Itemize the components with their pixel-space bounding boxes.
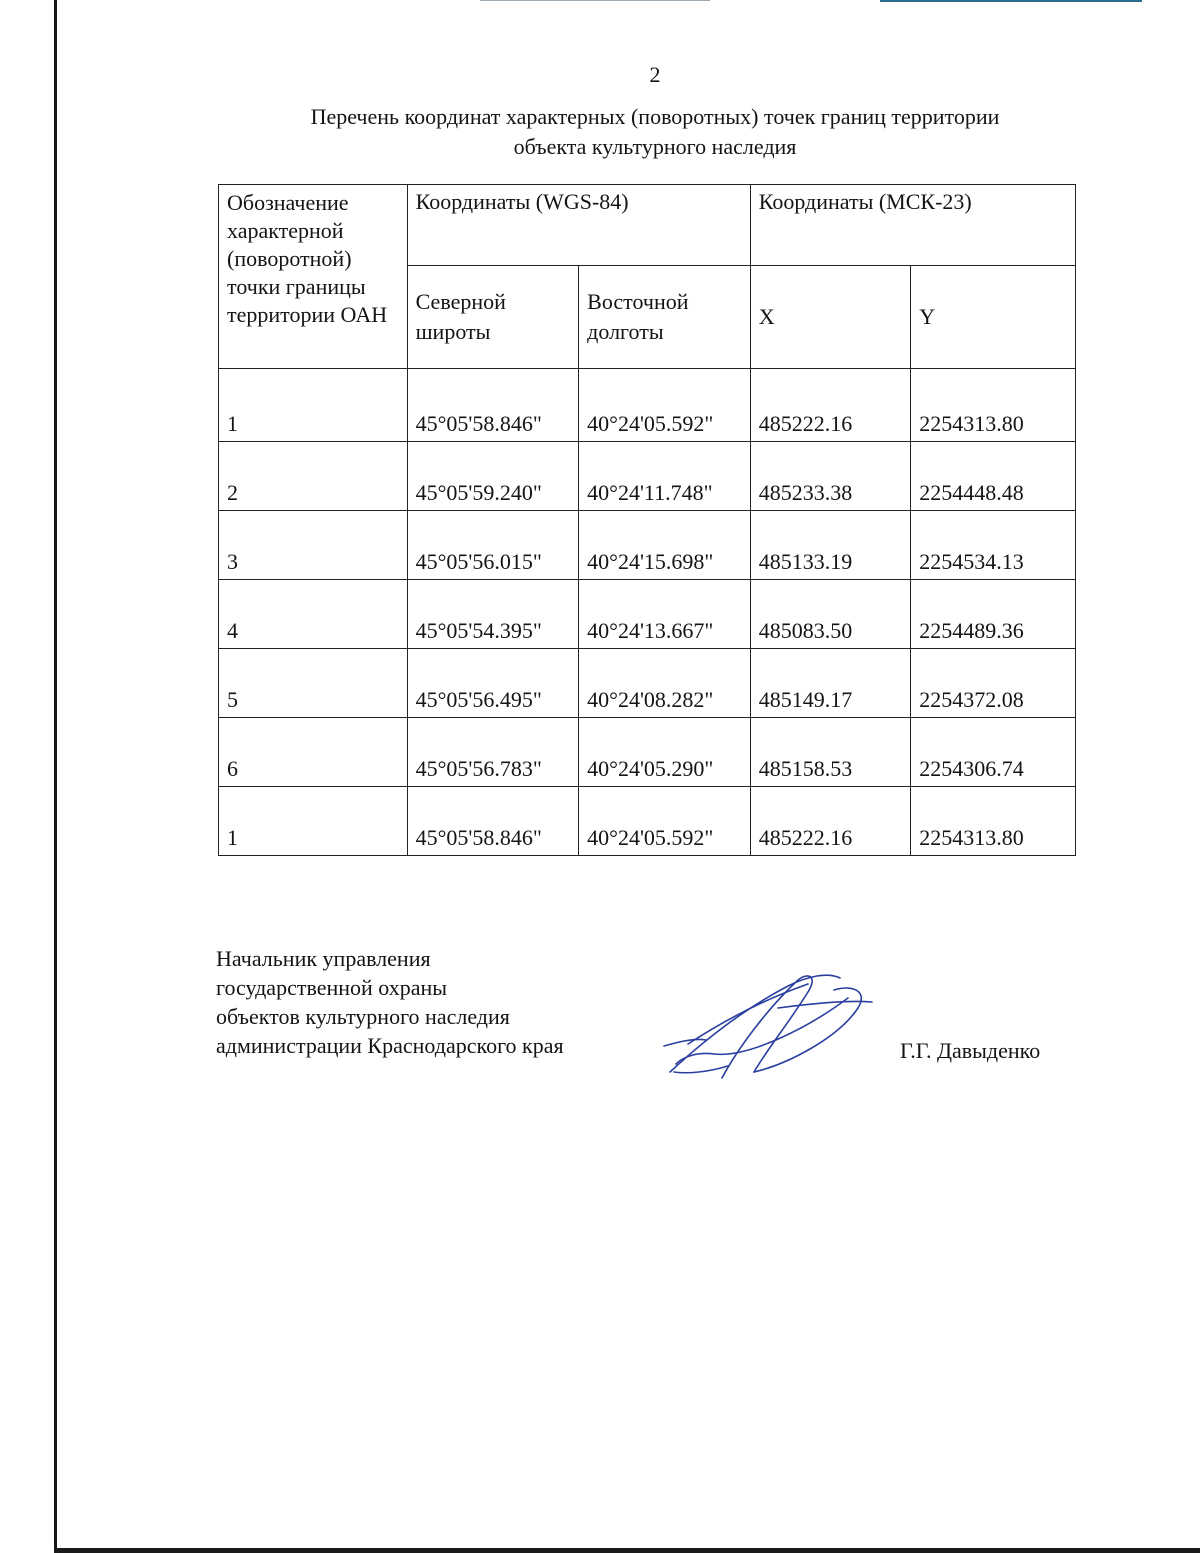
cell-longitude: 40°24'08.282" [579, 649, 751, 718]
cell-latitude: 45°05'56.783" [407, 718, 579, 787]
cell-point: 1 [219, 369, 408, 442]
table-header-row [219, 185, 1076, 266]
cell-y: 2254448.48 [911, 442, 1076, 511]
table-row [219, 787, 1076, 856]
title-line-1: Перечень координат характерных (поворотных) точек границ территории [310, 104, 1000, 129]
page-title [240, 102, 1070, 162]
cell-longitude: 40°24'13.667" [579, 580, 751, 649]
cell-point: 1 [219, 787, 408, 856]
cell-x: 485083.50 [750, 580, 910, 649]
table-row [219, 718, 1076, 787]
table-row [219, 511, 1076, 580]
cell-latitude: 45°05'56.015" [407, 511, 579, 580]
cell-y: 2254306.74 [911, 718, 1076, 787]
scan-top-mark [880, 0, 1142, 2]
cell-latitude: 45°05'59.240" [407, 442, 579, 511]
title-line-2: объекта культурного наследия [513, 134, 797, 159]
cell-latitude: 45°05'58.846" [407, 369, 579, 442]
cell-y: 2254372.08 [911, 649, 1076, 718]
cell-y: 2254489.36 [911, 580, 1076, 649]
header-y: Y [911, 266, 1076, 369]
header-wgs84-group: Координаты (WGS-84) [407, 185, 750, 266]
cell-latitude: 45°05'56.495" [407, 649, 579, 718]
scan-top-mark [480, 0, 710, 1]
position-line-1: Начальник управления [216, 946, 431, 971]
cell-x: 485158.53 [750, 718, 910, 787]
signatory-position [216, 944, 564, 1060]
cell-longitude: 40°24'05.592" [579, 369, 751, 442]
signatory-name: Г.Г. Давыденко [900, 1038, 1041, 1063]
cell-y: 2254534.13 [911, 511, 1076, 580]
cell-y: 2254313.80 [911, 787, 1076, 856]
cell-x: 485233.38 [750, 442, 910, 511]
page-number: 2 [649, 62, 661, 87]
cell-point: 4 [219, 580, 408, 649]
header-point-designation: Обозначение характерной (поворотной) точки границы территории ОАН [219, 185, 408, 369]
table-row [219, 649, 1076, 718]
cell-longitude: 40°24'05.290" [579, 718, 751, 787]
scan-edge-left [54, 0, 57, 1553]
coordinates-table [218, 184, 1076, 856]
cell-longitude: 40°24'15.698" [579, 511, 751, 580]
scan-edge-bottom [54, 1548, 1200, 1553]
table-row [219, 369, 1076, 442]
cell-latitude: 45°05'54.395" [407, 580, 579, 649]
cell-x: 485149.17 [750, 649, 910, 718]
cell-x: 485222.16 [750, 369, 910, 442]
cell-point: 6 [219, 718, 408, 787]
cell-y: 2254313.80 [911, 369, 1076, 442]
position-line-2: государственной охраны [216, 975, 448, 1000]
header-msk23-group: Координаты (МСК-23) [750, 185, 1075, 266]
header-north-latitude: Северной широты [407, 266, 579, 369]
cell-point: 3 [219, 511, 408, 580]
cell-longitude: 40°24'11.748" [579, 442, 751, 511]
position-line-3: объектов культурного наследия [216, 1004, 510, 1029]
cell-x: 485133.19 [750, 511, 910, 580]
position-line-4: администрации Краснодарского края [216, 1033, 564, 1058]
handwritten-signature-icon [658, 968, 878, 1080]
cell-x: 485222.16 [750, 787, 910, 856]
table-row [219, 580, 1076, 649]
cell-longitude: 40°24'05.592" [579, 787, 751, 856]
header-east-longitude: Восточной долготы [579, 266, 751, 369]
table-row [219, 442, 1076, 511]
cell-point: 5 [219, 649, 408, 718]
header-x: X [750, 266, 910, 369]
cell-latitude: 45°05'58.846" [407, 787, 579, 856]
cell-point: 2 [219, 442, 408, 511]
